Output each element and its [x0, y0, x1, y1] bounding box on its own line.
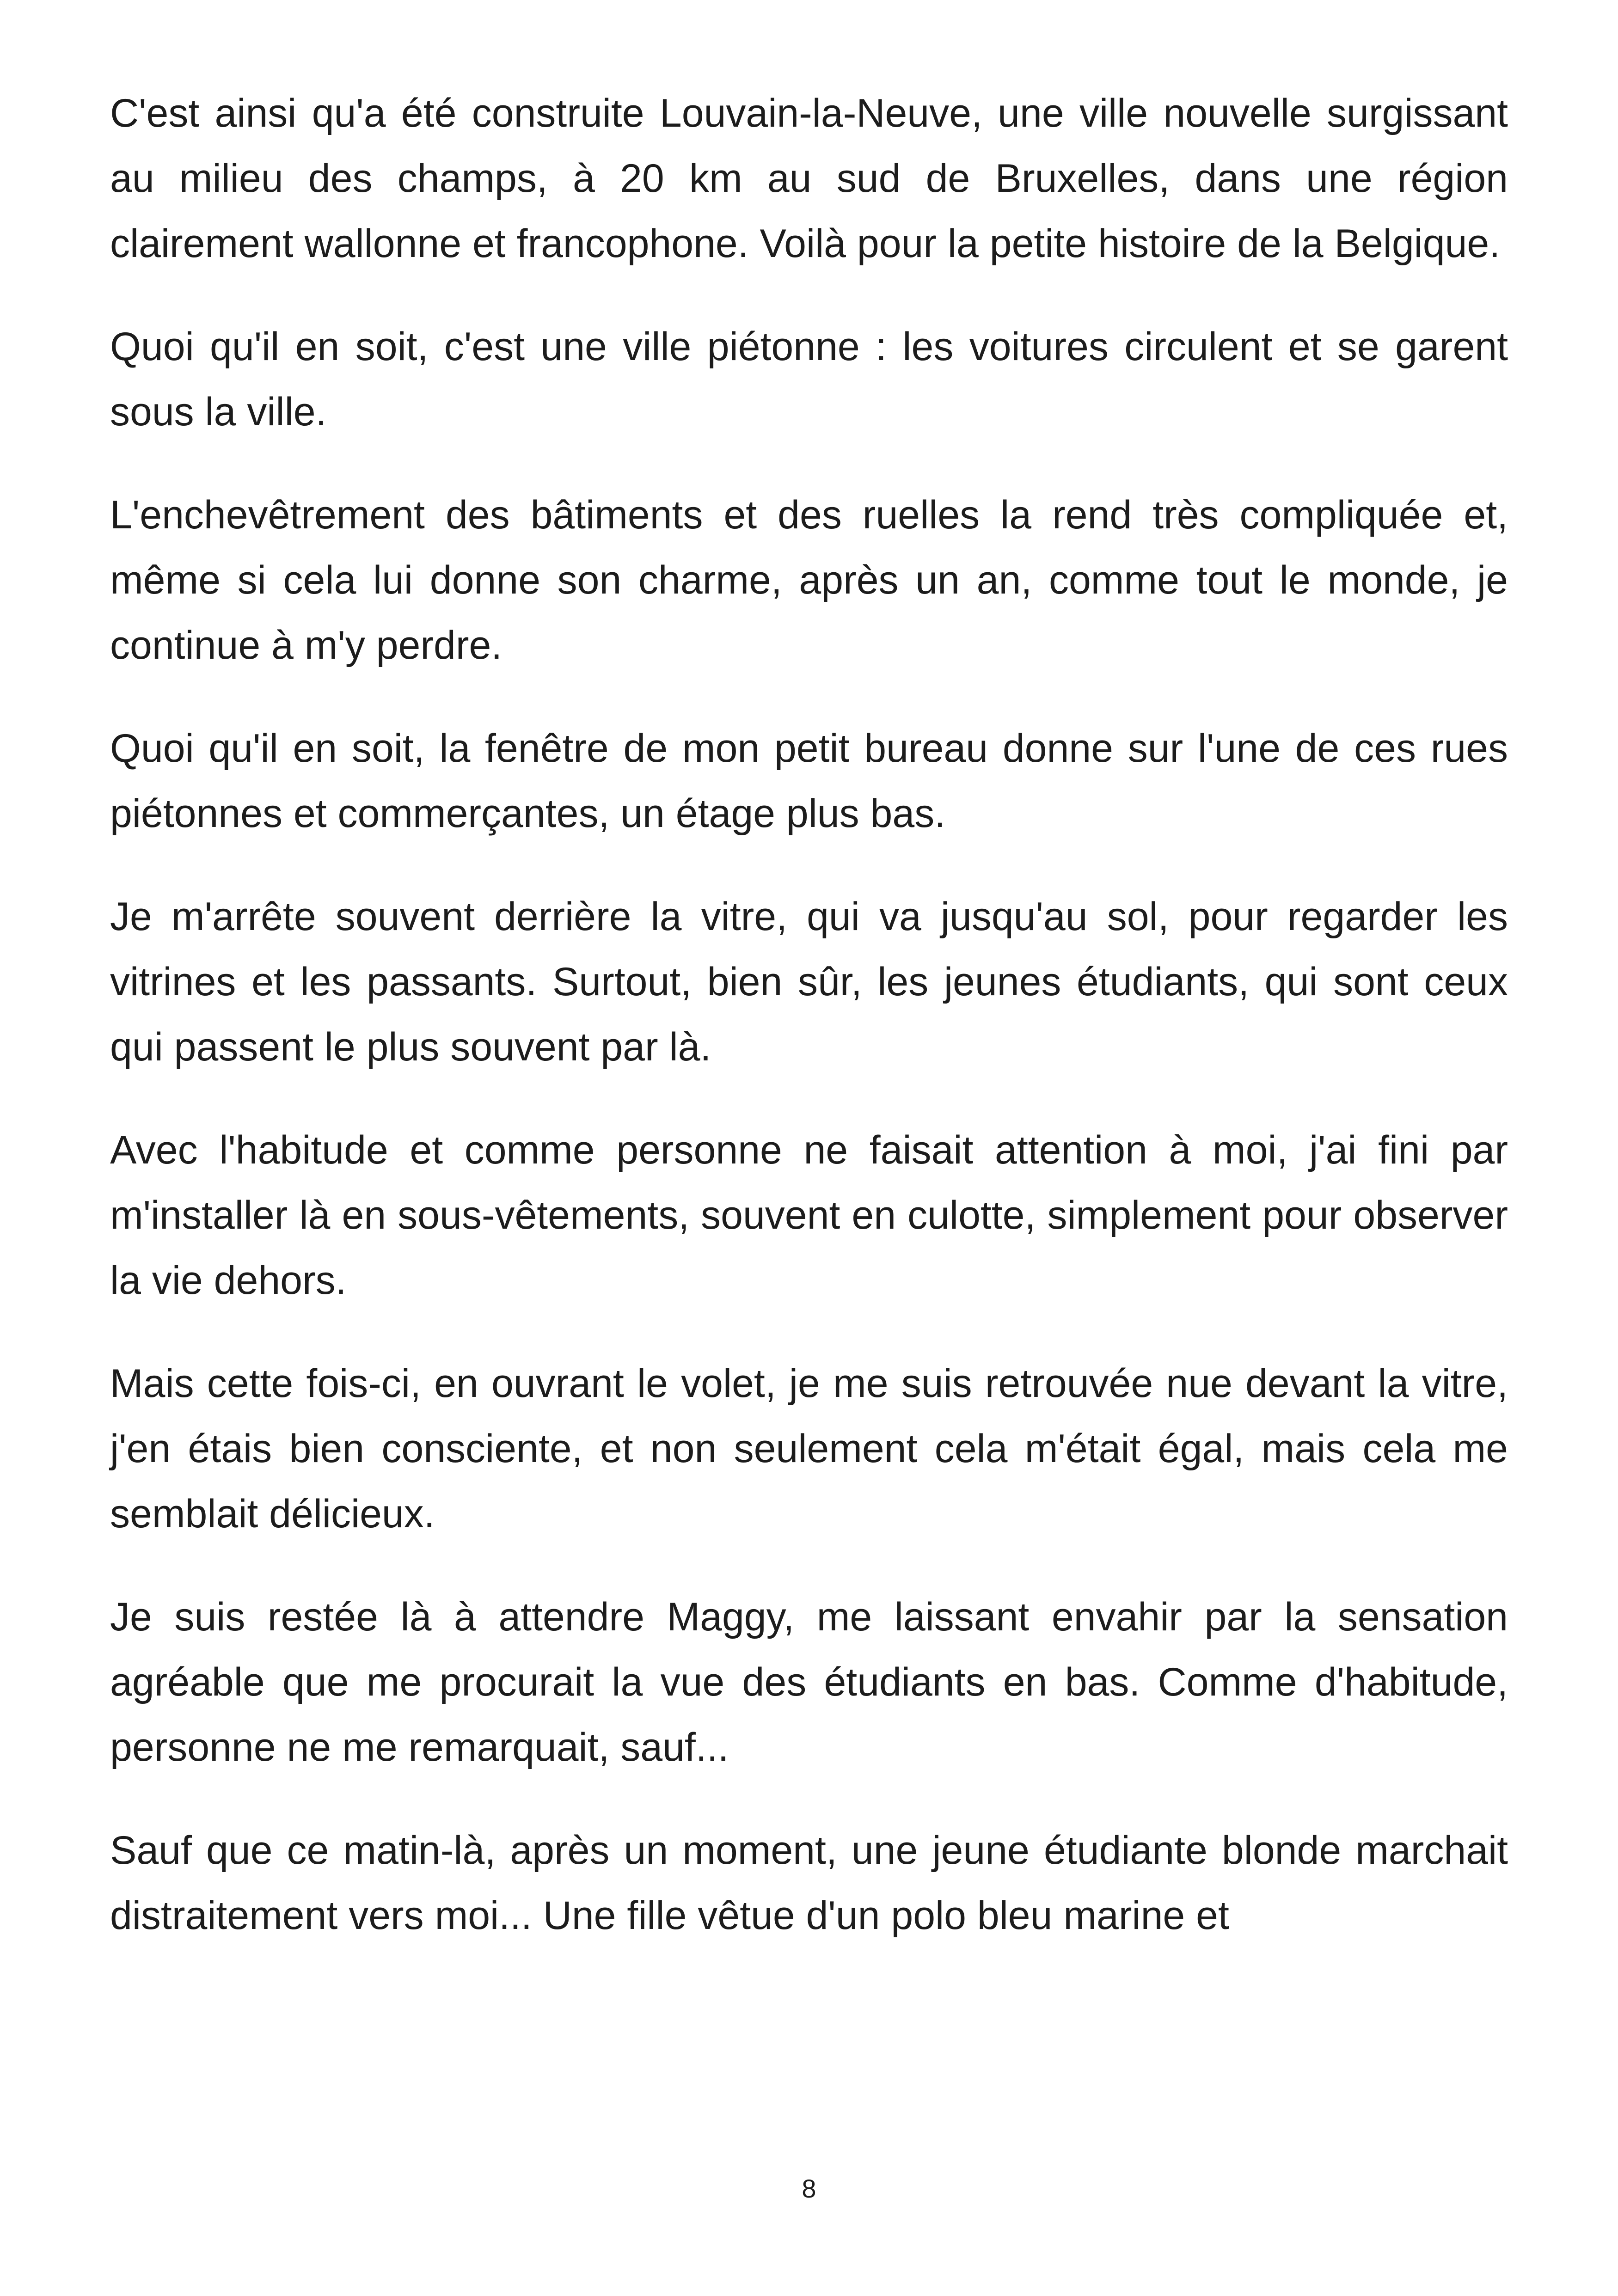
- paragraph: Je m'arrête souvent derrière la vitre, qui va jusqu'au sol, pour regarder les vitrines et les passants. Surtout, bien sûr, les jeunes étudiants, qui sont ceux qui passent le plus souvent par là.: [110, 894, 1508, 1069]
- paragraph: C'est ainsi qu'a été construite Louvain-la-Neuve, une ville nouvelle surgissant au milieu des champs, à 20 km au sud de Bruxelles, dans une région clairement wallonne et francophone. Voilà pour la petite histoire de la Belgique.: [110, 91, 1508, 266]
- paragraph: L'enchevêtrement des bâtiments et des ruelles la rend très compliquée et, même si cela lui donne son charme, après un an, comme tout le monde, je continue à m'y perdre.: [110, 493, 1508, 667]
- page-number: 8: [802, 2174, 816, 2203]
- paragraph: Sauf que ce matin-là, après un moment, une jeune étudiante blonde marchait distraitement vers moi... Une fille vêtue d'un polo bleu marine et: [110, 1828, 1508, 1938]
- paragraph: Je suis restée là à attendre Maggy, me laissant envahir par la sensation agréable que me procurait la vue des étudiants en bas. Comme d'habitude, personne ne me remarquait, sauf...: [110, 1595, 1508, 1769]
- paragraph: Quoi qu'il en soit, la fenêtre de mon petit bureau donne sur l'une de ces rues piétonnes et commerçantes, un étage plus bas.: [110, 726, 1508, 836]
- body-text: [110, 81, 1508, 1948]
- paragraph: Avec l'habitude et comme personne ne faisait attention à moi, j'ai fini par m'installer là en sous-vêtements, souvent en culotte, simplement pour observer la vie dehors.: [110, 1128, 1508, 1303]
- paragraph: Quoi qu'il en soit, c'est une ville piétonne : les voitures circulent et se garent sous la ville.: [110, 325, 1508, 434]
- paragraph: Mais cette fois-ci, en ouvrant le volet, je me suis retrouvée nue devant la vitre, j'en étais bien consciente, et non seulement cela m'était égal, mais cela me semblait délicieux.: [110, 1361, 1508, 1536]
